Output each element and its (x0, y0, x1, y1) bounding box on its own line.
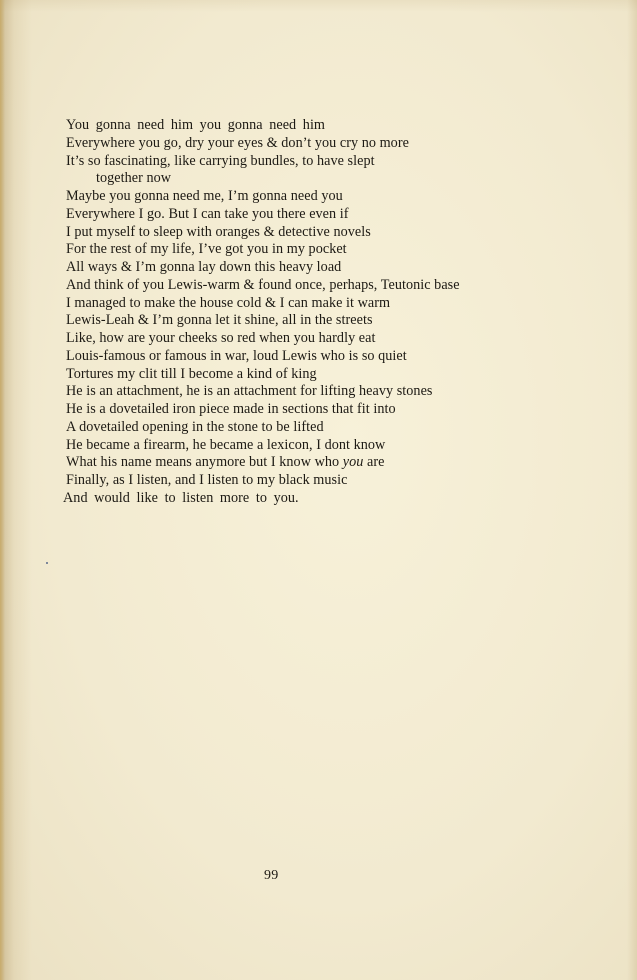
paper-speck (46, 562, 48, 564)
poem-line: Tortures my clit till I become a kind of king (66, 365, 317, 382)
emphasized-word: you (342, 454, 364, 471)
poem-line: Everywhere I go. But I can take you there even if (66, 205, 349, 222)
poem-line: He is an attachment, he is an attachment for lifting heavy stones (66, 383, 433, 400)
poem-line: I managed to make the house cold & I can make it warm (66, 294, 391, 311)
poem-line-segment: are (363, 454, 385, 471)
poem-line: Maybe you gonna need me, I’m gonna need you (66, 188, 343, 204)
page-number: 99 (264, 868, 279, 883)
poem-line: And think of you Lewis-warm & found once, perhaps, Teutonic base (66, 276, 460, 293)
poem-line: All ways & I’m gonna lay down this heavy load (66, 259, 342, 275)
poem-line: He is a dovetailed iron piece made in sections that fit into (66, 401, 396, 417)
poem-line: Everywhere you go, dry your eyes & don’t you cry no more (66, 134, 409, 151)
poem-line: It’s so fascinating, like carrying bundles, to have slept (66, 152, 375, 169)
poem-line: A dovetailed opening in the stone to be lifted (66, 418, 324, 435)
poem-line: Louis-famous or famous in war, loud Lewis who is so quiet (66, 347, 407, 364)
poem-text (63, 117, 523, 508)
poem-line-continuation: together now (96, 170, 172, 187)
poem-line: You gonna need him you gonna need him (66, 117, 326, 133)
poem-line: Like, how are your cheeks so red when you hardly eat (66, 330, 376, 346)
poem-line: Finally, as I listen, and I listen to my black music (66, 472, 348, 488)
poem-line: Lewis-Leah & I’m gonna let it shine, all in the streets (66, 312, 373, 329)
poem-line: He became a firearm, he became a lexicon, I dont know (66, 436, 386, 453)
poem-line: And would like to listen more to you. (63, 489, 299, 506)
poem-line-with-emphasis (63, 454, 523, 472)
page-gutter-shadow (0, 0, 5, 980)
poem-line: I put myself to sleep with oranges & detective novels (66, 223, 371, 240)
poem-line: For the rest of my life, I’ve got you in my pocket (66, 241, 347, 258)
poem-line-segment: What his name means anymore but I know who (66, 454, 343, 471)
